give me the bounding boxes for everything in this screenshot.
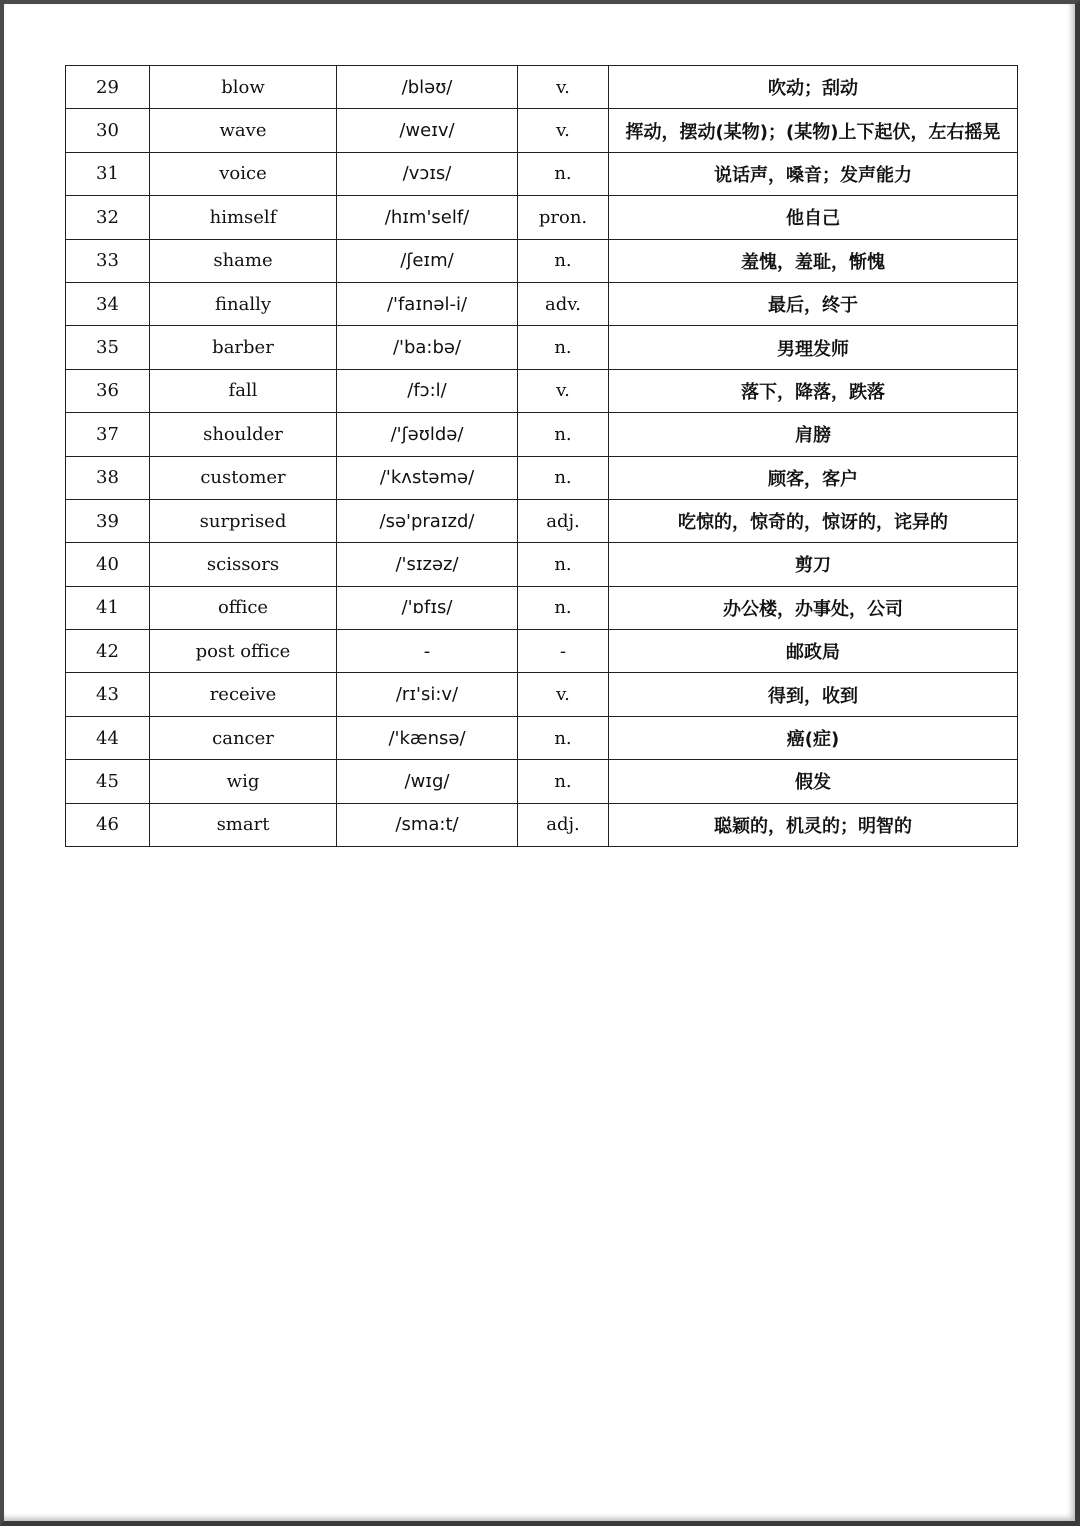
chinese-meaning: 邮政局 (609, 630, 1018, 673)
chinese-meaning: 最后，终于 (609, 282, 1018, 325)
part-of-speech: adj. (518, 499, 609, 542)
chinese-meaning: 吃惊的，惊奇的，惊讶的，诧异的 (609, 499, 1018, 542)
english-word: voice (150, 152, 337, 195)
english-word: cancer (150, 716, 337, 759)
phonetic-transcription: /'kʌstəmə/ (337, 456, 518, 499)
chinese-meaning: 男理发师 (609, 326, 1018, 369)
row-number: 29 (66, 66, 150, 109)
part-of-speech: n. (518, 326, 609, 369)
phonetic-transcription: /rɪ'si:v/ (337, 673, 518, 716)
table-row (66, 716, 1018, 759)
part-of-speech: - (518, 630, 609, 673)
table-row (66, 369, 1018, 412)
chinese-meaning: 肩膀 (609, 413, 1018, 456)
phonetic-transcription: /hɪm'self/ (337, 196, 518, 239)
part-of-speech: n. (518, 760, 609, 803)
table-row (66, 239, 1018, 282)
part-of-speech: n. (518, 543, 609, 586)
table-row (66, 326, 1018, 369)
phonetic-transcription: /fɔ:l/ (337, 369, 518, 412)
phonetic-transcription: /'kænsə/ (337, 716, 518, 759)
vocabulary-table-body (66, 66, 1018, 847)
row-number: 43 (66, 673, 150, 716)
english-word: scissors (150, 543, 337, 586)
row-number: 36 (66, 369, 150, 412)
english-word: customer (150, 456, 337, 499)
phonetic-transcription: /'faɪnəl-i/ (337, 282, 518, 325)
row-number: 34 (66, 282, 150, 325)
part-of-speech: v. (518, 673, 609, 716)
part-of-speech: v. (518, 66, 609, 109)
table-row (66, 673, 1018, 716)
english-word: fall (150, 369, 337, 412)
row-number: 42 (66, 630, 150, 673)
chinese-meaning: 他自己 (609, 196, 1018, 239)
row-number: 45 (66, 760, 150, 803)
row-number: 39 (66, 499, 150, 542)
phonetic-transcription: - (337, 630, 518, 673)
english-word: barber (150, 326, 337, 369)
english-word: wave (150, 109, 337, 152)
row-number: 40 (66, 543, 150, 586)
english-word: shoulder (150, 413, 337, 456)
phonetic-transcription: /'ʃəʊldə/ (337, 413, 518, 456)
part-of-speech: n. (518, 239, 609, 282)
chinese-meaning: 顾客，客户 (609, 456, 1018, 499)
phonetic-transcription: /bləʊ/ (337, 66, 518, 109)
table-row (66, 456, 1018, 499)
table-row (66, 196, 1018, 239)
english-word: wig (150, 760, 337, 803)
phonetic-transcription: /'ba:bə/ (337, 326, 518, 369)
english-word: finally (150, 282, 337, 325)
vocabulary-table (65, 65, 1018, 847)
part-of-speech: pron. (518, 196, 609, 239)
english-word: himself (150, 196, 337, 239)
english-word: shame (150, 239, 337, 282)
row-number: 31 (66, 152, 150, 195)
chinese-meaning: 得到，收到 (609, 673, 1018, 716)
row-number: 37 (66, 413, 150, 456)
part-of-speech: n. (518, 413, 609, 456)
part-of-speech: v. (518, 369, 609, 412)
table-row (66, 152, 1018, 195)
phonetic-transcription: /vɔɪs/ (337, 152, 518, 195)
chinese-meaning: 羞愧，羞耻，惭愧 (609, 239, 1018, 282)
part-of-speech: n. (518, 456, 609, 499)
table-row (66, 630, 1018, 673)
phonetic-transcription: /sma:t/ (337, 803, 518, 846)
row-number: 38 (66, 456, 150, 499)
chinese-meaning: 假发 (609, 760, 1018, 803)
chinese-meaning: 落下，降落，跌落 (609, 369, 1018, 412)
table-row (66, 586, 1018, 629)
part-of-speech: n. (518, 152, 609, 195)
chinese-meaning: 挥动，摆动(某物)；(某物)上下起伏，左右摇晃 (609, 109, 1018, 152)
row-number: 44 (66, 716, 150, 759)
chinese-meaning: 说话声，嗓音；发声能力 (609, 152, 1018, 195)
chinese-meaning: 办公楼，办事处，公司 (609, 586, 1018, 629)
table-row (66, 760, 1018, 803)
row-number: 32 (66, 196, 150, 239)
table-row (66, 282, 1018, 325)
chinese-meaning: 吹动；刮动 (609, 66, 1018, 109)
chinese-meaning: 剪刀 (609, 543, 1018, 586)
part-of-speech: n. (518, 586, 609, 629)
part-of-speech: v. (518, 109, 609, 152)
row-number: 35 (66, 326, 150, 369)
phonetic-transcription: /weɪv/ (337, 109, 518, 152)
english-word: receive (150, 673, 337, 716)
part-of-speech: n. (518, 716, 609, 759)
table-row (66, 543, 1018, 586)
phonetic-transcription: /wɪg/ (337, 760, 518, 803)
table-row (66, 499, 1018, 542)
phonetic-transcription: /sə'praɪzd/ (337, 499, 518, 542)
chinese-meaning: 癌(症) (609, 716, 1018, 759)
english-word: office (150, 586, 337, 629)
table-row (66, 66, 1018, 109)
chinese-meaning: 聪颖的，机灵的；明智的 (609, 803, 1018, 846)
row-number: 30 (66, 109, 150, 152)
row-number: 33 (66, 239, 150, 282)
row-number: 46 (66, 803, 150, 846)
english-word: surprised (150, 499, 337, 542)
part-of-speech: adv. (518, 282, 609, 325)
table-row (66, 109, 1018, 152)
table-row (66, 413, 1018, 456)
english-word: blow (150, 66, 337, 109)
english-word: smart (150, 803, 337, 846)
phonetic-transcription: /'ɒfɪs/ (337, 586, 518, 629)
row-number: 41 (66, 586, 150, 629)
phonetic-transcription: /'sɪzəz/ (337, 543, 518, 586)
part-of-speech: adj. (518, 803, 609, 846)
table-row (66, 803, 1018, 846)
english-word: post office (150, 630, 337, 673)
phonetic-transcription: /ʃeɪm/ (337, 239, 518, 282)
